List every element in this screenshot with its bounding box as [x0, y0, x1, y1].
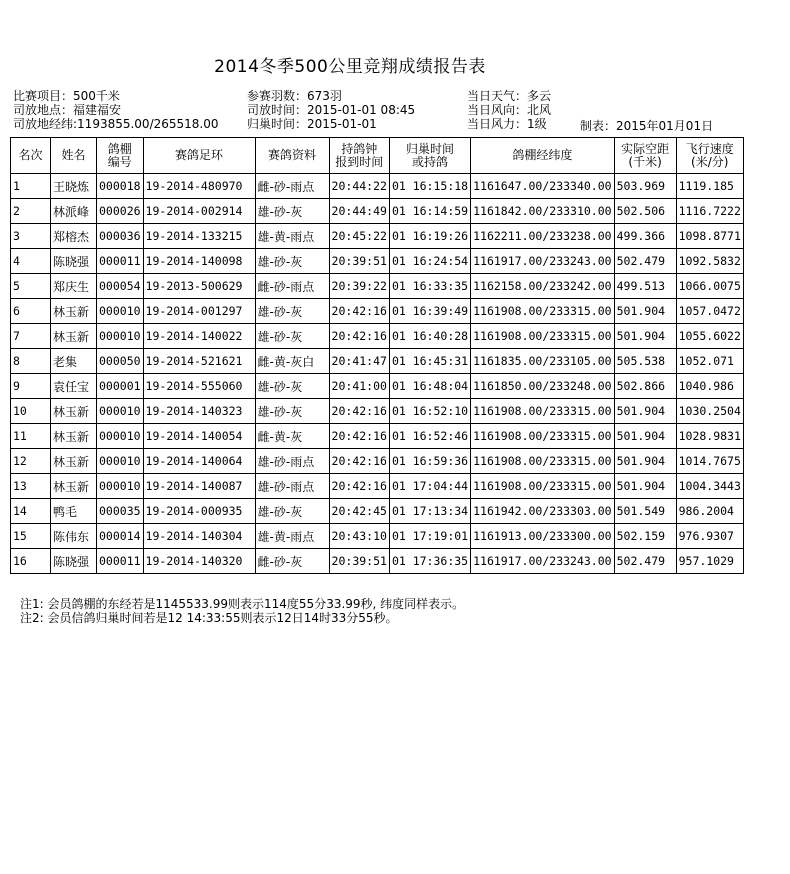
cell-return-time: 01 16:19:26 — [389, 224, 470, 249]
cell-rank: 16 — [11, 549, 51, 574]
cell-clock-time: 20:42:16 — [329, 474, 389, 499]
cell-speed: 1030.2504 — [676, 399, 743, 424]
cell-distance: 501.904 — [614, 449, 676, 474]
cell-loft-no: 000035 — [97, 499, 144, 524]
cell-rank: 14 — [11, 499, 51, 524]
table-row — [11, 449, 744, 474]
table-row — [11, 224, 744, 249]
cell-speed: 976.9307 — [676, 524, 743, 549]
cell-return-time: 01 17:36:35 — [389, 549, 470, 574]
cell-distance: 499.513 — [614, 274, 676, 299]
cell-latlon: 1161908.00/233315.00 — [471, 299, 614, 324]
cell-ring: 19-2014-000935 — [143, 499, 255, 524]
cell-speed: 1119.185 — [676, 174, 743, 199]
cell-name: 林派峰 — [51, 199, 97, 224]
release-location: 司放地点：福建福安 — [13, 103, 122, 117]
results-body — [11, 174, 744, 574]
cell-loft-no: 000010 — [97, 424, 144, 449]
cell-rank: 4 — [11, 249, 51, 274]
cell-latlon: 1161917.00/233243.00 — [471, 249, 614, 274]
table-row — [11, 299, 744, 324]
cell-loft-no: 000018 — [97, 174, 144, 199]
cell-distance: 501.904 — [614, 399, 676, 424]
cell-speed: 1028.9831 — [676, 424, 743, 449]
cell-clock-time: 20:39:51 — [329, 249, 389, 274]
cell-bird-info: 雄-砂-灰 — [255, 399, 329, 424]
cell-distance: 502.479 — [614, 549, 676, 574]
cell-loft-no: 000011 — [97, 249, 144, 274]
report-title: 2014冬季500公里竞翔成绩报告表 — [214, 57, 486, 77]
note-2: 注2: 会员信鸽归巢时间若是12 14:33:55则表示12日14时33分55秒。 — [20, 611, 398, 625]
release-time: 司放时间：2015-01-01 08:45 — [247, 103, 416, 117]
cell-distance: 502.159 — [614, 524, 676, 549]
cell-speed: 1057.0472 — [676, 299, 743, 324]
cell-rank: 10 — [11, 399, 51, 424]
cell-name: 陈晓强 — [51, 549, 97, 574]
results-table — [10, 137, 744, 574]
cell-bird-info: 雄-砂-灰 — [255, 499, 329, 524]
table-row — [11, 324, 744, 349]
cell-bird-info: 雄-砂-灰 — [255, 249, 329, 274]
cell-distance: 505.538 — [614, 349, 676, 374]
cell-ring: 19-2014-140323 — [143, 399, 255, 424]
cell-speed: 1098.8771 — [676, 224, 743, 249]
cell-bird-info: 雌-砂-雨点 — [255, 274, 329, 299]
cell-distance: 502.479 — [614, 249, 676, 274]
cell-latlon: 1161850.00/233248.00 — [471, 374, 614, 399]
cell-return-time: 01 17:13:34 — [389, 499, 470, 524]
cell-return-time: 01 17:04:44 — [389, 474, 470, 499]
cell-clock-time: 20:42:16 — [329, 424, 389, 449]
cell-rank: 8 — [11, 349, 51, 374]
table-row — [11, 399, 744, 424]
cell-rank: 2 — [11, 199, 51, 224]
cell-bird-info: 雄-砂-灰 — [255, 299, 329, 324]
header-ring: 赛鸽足环 — [143, 138, 255, 174]
cell-distance: 501.549 — [614, 499, 676, 524]
cell-distance: 501.904 — [614, 474, 676, 499]
cell-clock-time: 20:39:22 — [329, 274, 389, 299]
cell-return-time: 01 16:40:28 — [389, 324, 470, 349]
cell-clock-time: 20:42:16 — [329, 324, 389, 349]
info-column-2 — [247, 89, 415, 131]
cell-ring: 19-2014-001297 — [143, 299, 255, 324]
cell-name: 鸭毛 — [51, 499, 97, 524]
table-row — [11, 249, 744, 274]
header-distance: 实际空距 (千米) — [614, 138, 676, 174]
cell-rank: 7 — [11, 324, 51, 349]
cell-return-time: 01 16:59:36 — [389, 449, 470, 474]
cell-ring: 19-2014-140098 — [143, 249, 255, 274]
cell-speed: 1066.0075 — [676, 274, 743, 299]
cell-clock-time: 20:45:22 — [329, 224, 389, 249]
table-row — [11, 424, 744, 449]
cell-clock-time: 20:42:45 — [329, 499, 389, 524]
cell-latlon: 1161908.00/233315.00 — [471, 449, 614, 474]
cell-speed: 1092.5832 — [676, 249, 743, 274]
table-row — [11, 349, 744, 374]
cell-clock-time: 20:39:51 — [329, 549, 389, 574]
cell-latlon: 1161942.00/233303.00 — [471, 499, 614, 524]
cell-return-time: 01 16:33:35 — [389, 274, 470, 299]
cell-name: 老集 — [51, 349, 97, 374]
cell-rank: 15 — [11, 524, 51, 549]
cell-rank: 5 — [11, 274, 51, 299]
cell-loft-no: 000010 — [97, 299, 144, 324]
cell-distance: 501.904 — [614, 424, 676, 449]
cell-name: 林玉新 — [51, 424, 97, 449]
cell-loft-no: 000014 — [97, 524, 144, 549]
header-return-time: 归巢时间 或持鸽 — [389, 138, 470, 174]
cell-name: 林玉新 — [51, 324, 97, 349]
cell-bird-info: 雄-砂-灰 — [255, 324, 329, 349]
cell-latlon: 1161647.00/233340.00 — [471, 174, 614, 199]
cell-return-time: 01 16:15:18 — [389, 174, 470, 199]
header-bird-info: 赛鸽资料 — [255, 138, 329, 174]
cell-loft-no: 000010 — [97, 399, 144, 424]
cell-name: 林玉新 — [51, 399, 97, 424]
cell-rank: 12 — [11, 449, 51, 474]
cell-speed: 1055.6022 — [676, 324, 743, 349]
cell-bird-info: 雌-砂-雨点 — [255, 174, 329, 199]
cell-name: 林玉新 — [51, 449, 97, 474]
cell-clock-time: 20:42:16 — [329, 399, 389, 424]
cell-name: 林玉新 — [51, 474, 97, 499]
cell-bird-info: 雌-黄-灰 — [255, 424, 329, 449]
cell-clock-time: 20:44:49 — [329, 199, 389, 224]
cell-bird-info: 雄-砂-雨点 — [255, 474, 329, 499]
info-column-3 — [467, 89, 551, 131]
return-time: 归巢时间：2015-01-01 — [247, 117, 377, 131]
cell-latlon: 1161908.00/233315.00 — [471, 424, 614, 449]
header-loft-latlon: 鸽棚经纬度 — [471, 138, 614, 174]
cell-name: 陈晓强 — [51, 249, 97, 274]
cell-speed: 957.1029 — [676, 549, 743, 574]
cell-speed: 1052.071 — [676, 349, 743, 374]
cell-name: 郑榕杰 — [51, 224, 97, 249]
cell-latlon: 1162158.00/233242.00 — [471, 274, 614, 299]
cell-clock-time: 20:42:16 — [329, 449, 389, 474]
cell-speed: 1004.3443 — [676, 474, 743, 499]
cell-name: 林玉新 — [51, 299, 97, 324]
note-1: 注1: 会员鸽棚的东经若是1145533.99则表示114度55分33.99秒, 纬度同样表示。 — [20, 597, 465, 611]
release-coordinates: 司放地经纬:1193855.00/265518.00 — [13, 117, 219, 131]
cell-latlon: 1161913.00/233300.00 — [471, 524, 614, 549]
header-rank: 名次 — [11, 138, 51, 174]
cell-ring: 19-2014-521621 — [143, 349, 255, 374]
cell-ring: 19-2014-140064 — [143, 449, 255, 474]
cell-ring: 19-2014-140304 — [143, 524, 255, 549]
cell-ring: 19-2014-480970 — [143, 174, 255, 199]
cell-return-time: 01 17:19:01 — [389, 524, 470, 549]
table-row — [11, 199, 744, 224]
cell-name: 王晓炼 — [51, 174, 97, 199]
cell-name: 袁任宝 — [51, 374, 97, 399]
cell-loft-no: 000050 — [97, 349, 144, 374]
cell-return-time: 01 16:52:46 — [389, 424, 470, 449]
cell-ring: 19-2014-555060 — [143, 374, 255, 399]
cell-clock-time: 20:41:47 — [329, 349, 389, 374]
cell-return-time: 01 16:52:10 — [389, 399, 470, 424]
cell-loft-no: 000001 — [97, 374, 144, 399]
cell-name: 陈伟东 — [51, 524, 97, 549]
cell-loft-no: 000036 — [97, 224, 144, 249]
cell-loft-no: 000010 — [97, 449, 144, 474]
cell-return-time: 01 16:45:31 — [389, 349, 470, 374]
cell-loft-no: 000010 — [97, 474, 144, 499]
cell-rank: 13 — [11, 474, 51, 499]
cell-ring: 19-2014-140087 — [143, 474, 255, 499]
cell-latlon: 1162211.00/233238.00 — [471, 224, 614, 249]
cell-rank: 11 — [11, 424, 51, 449]
header-loft-no: 鸽棚 编号 — [97, 138, 144, 174]
cell-distance: 502.506 — [614, 199, 676, 224]
wind-force: 当日风力：1级 — [467, 117, 547, 131]
cell-distance: 499.366 — [614, 224, 676, 249]
notes — [20, 597, 464, 625]
cell-bird-info: 雌-黄-灰白 — [255, 349, 329, 374]
cell-distance: 502.866 — [614, 374, 676, 399]
table-row — [11, 549, 744, 574]
table-maker-date: 制表：2015年01月01日 — [580, 119, 714, 133]
cell-clock-time: 20:43:10 — [329, 524, 389, 549]
table-row — [11, 524, 744, 549]
cell-distance: 503.969 — [614, 174, 676, 199]
cell-ring: 19-2014-140320 — [143, 549, 255, 574]
cell-ring: 19-2014-140054 — [143, 424, 255, 449]
cell-loft-no: 000011 — [97, 549, 144, 574]
cell-speed: 1014.7675 — [676, 449, 743, 474]
cell-bird-info: 雄-砂-雨点 — [255, 449, 329, 474]
cell-bird-info: 雄-砂-灰 — [255, 374, 329, 399]
cell-bird-info: 雄-砂-灰 — [255, 199, 329, 224]
table-row — [11, 174, 744, 199]
header-name: 姓名 — [51, 138, 97, 174]
cell-return-time: 01 16:14:59 — [389, 199, 470, 224]
cell-rank: 6 — [11, 299, 51, 324]
header-speed: 飞行速度 (米/分) — [676, 138, 743, 174]
table-row — [11, 274, 744, 299]
cell-bird-info: 雄-黄-雨点 — [255, 224, 329, 249]
table-row — [11, 374, 744, 399]
cell-latlon: 1161917.00/233243.00 — [471, 549, 614, 574]
cell-loft-no: 000026 — [97, 199, 144, 224]
cell-distance: 501.904 — [614, 299, 676, 324]
cell-latlon: 1161908.00/233315.00 — [471, 399, 614, 424]
cell-bird-info: 雄-黄-雨点 — [255, 524, 329, 549]
cell-latlon: 1161908.00/233315.00 — [471, 324, 614, 349]
cell-speed: 1116.7222 — [676, 199, 743, 224]
cell-loft-no: 000054 — [97, 274, 144, 299]
cell-loft-no: 000010 — [97, 324, 144, 349]
cell-bird-info: 雌-砂-灰 — [255, 549, 329, 574]
header-row — [11, 138, 744, 174]
bird-count: 参赛羽数：673羽 — [247, 89, 342, 103]
header-clock-time: 持鸽钟 报到时间 — [329, 138, 389, 174]
cell-name: 郑庆生 — [51, 274, 97, 299]
cell-ring: 19-2014-002914 — [143, 199, 255, 224]
cell-return-time: 01 16:48:04 — [389, 374, 470, 399]
info-column-1 — [13, 89, 219, 131]
table-row — [11, 474, 744, 499]
cell-clock-time: 20:44:22 — [329, 174, 389, 199]
cell-ring: 19-2014-133215 — [143, 224, 255, 249]
table-row — [11, 499, 744, 524]
cell-ring: 19-2013-500629 — [143, 274, 255, 299]
cell-rank: 1 — [11, 174, 51, 199]
cell-speed: 986.2004 — [676, 499, 743, 524]
cell-return-time: 01 16:39:49 — [389, 299, 470, 324]
cell-clock-time: 20:42:16 — [329, 299, 389, 324]
cell-ring: 19-2014-140022 — [143, 324, 255, 349]
cell-latlon: 1161835.00/233105.00 — [471, 349, 614, 374]
cell-return-time: 01 16:24:54 — [389, 249, 470, 274]
cell-clock-time: 20:41:00 — [329, 374, 389, 399]
weather: 当日天气：多云 — [467, 89, 552, 103]
cell-speed: 1040.986 — [676, 374, 743, 399]
wind-direction: 当日风向：北风 — [467, 103, 552, 117]
cell-distance: 501.904 — [614, 324, 676, 349]
cell-latlon: 1161842.00/233310.00 — [471, 199, 614, 224]
cell-rank: 9 — [11, 374, 51, 399]
race-project: 比赛项目：500千米 — [13, 89, 120, 103]
cell-latlon: 1161908.00/233315.00 — [471, 474, 614, 499]
cell-rank: 3 — [11, 224, 51, 249]
